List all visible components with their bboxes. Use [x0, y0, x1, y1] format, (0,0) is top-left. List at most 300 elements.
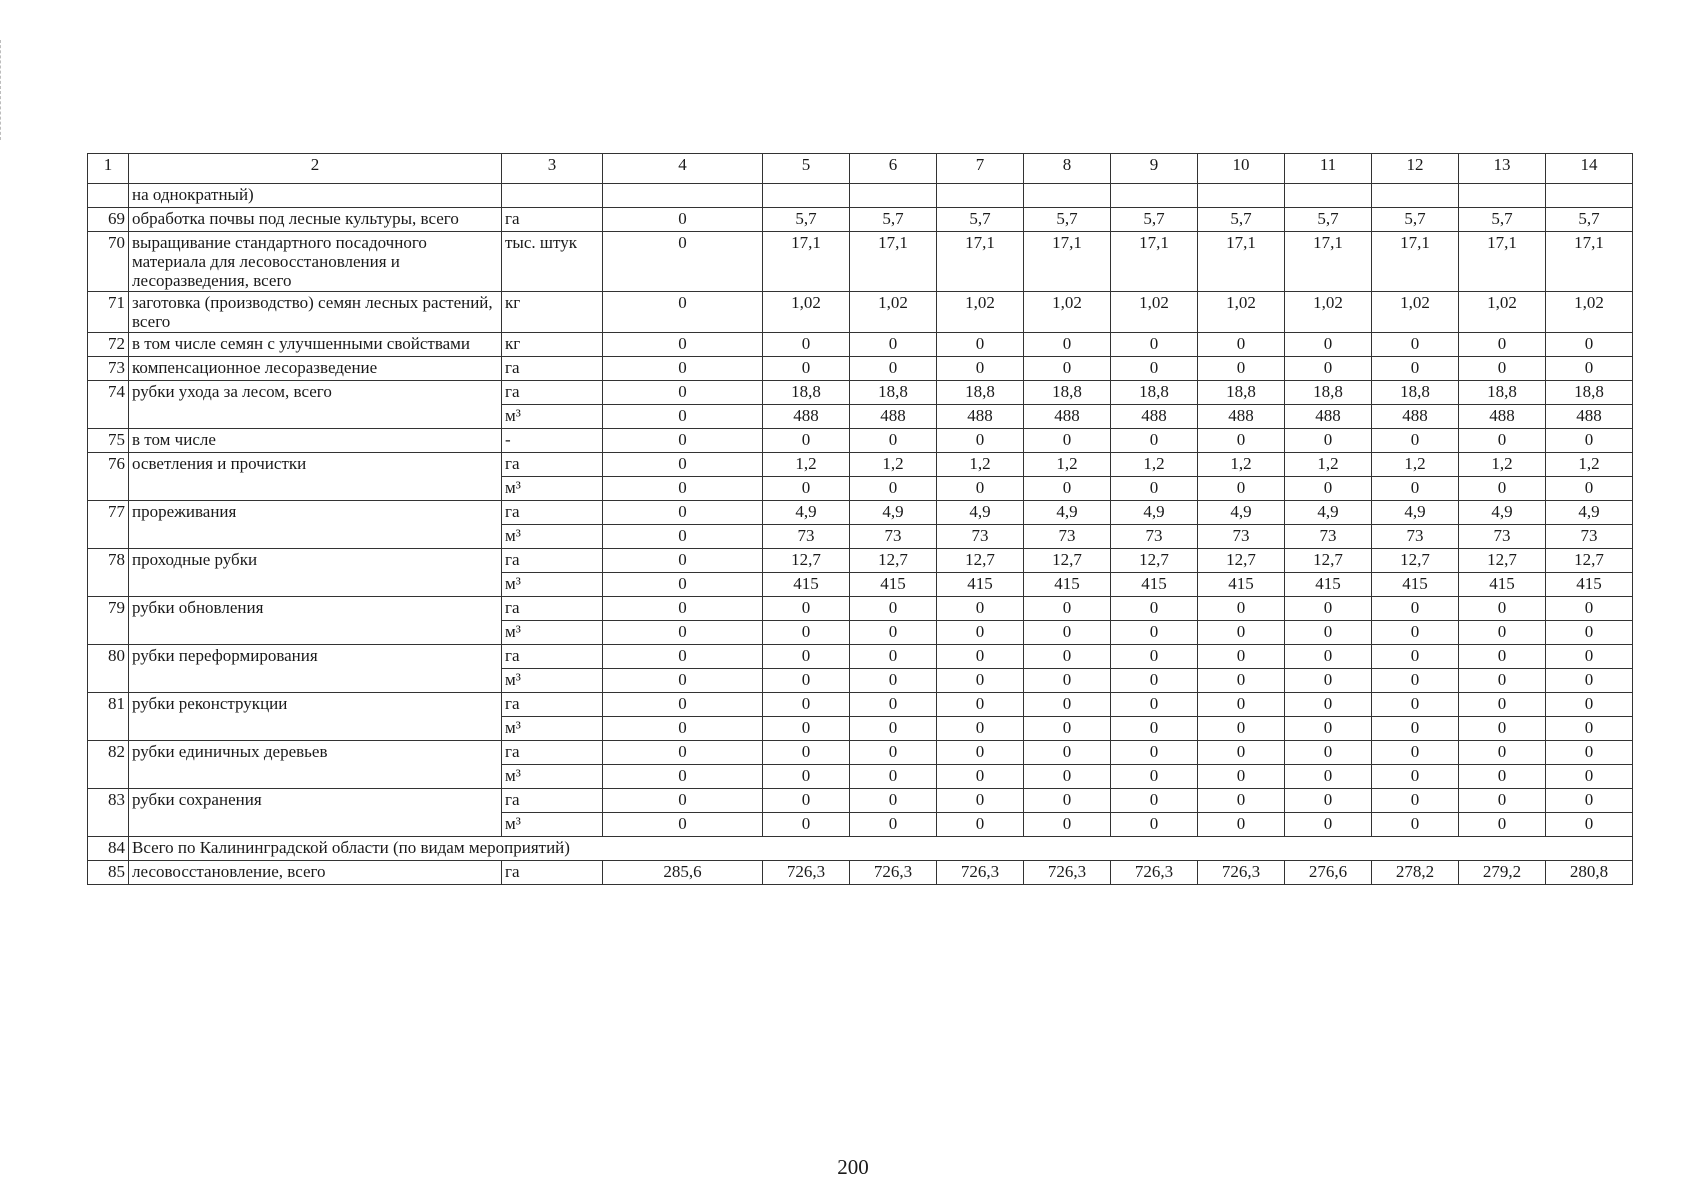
row-number: 81 — [88, 693, 129, 741]
value-cell: 4,9 — [1285, 501, 1372, 525]
value-cell: 0 — [1024, 621, 1111, 645]
table-row — [88, 292, 1633, 333]
value-cell: 1,2 — [850, 453, 937, 477]
value-cell: 0 — [937, 477, 1024, 501]
value-cell: 0 — [1111, 765, 1198, 789]
unit-cell: га — [502, 645, 603, 669]
value-cell: 726,3 — [1198, 861, 1285, 885]
value-cell: 73 — [1285, 525, 1372, 549]
column-header: 2 — [129, 154, 502, 184]
value-cell: 0 — [603, 208, 763, 232]
value-cell: 12,7 — [1372, 549, 1459, 573]
value-cell: 4,9 — [763, 501, 850, 525]
value-cell: 488 — [1285, 405, 1372, 429]
value-cell: 0 — [1372, 597, 1459, 621]
value-cell: 5,7 — [1459, 208, 1546, 232]
value-cell — [1459, 184, 1546, 208]
forestry-data-table — [87, 153, 1633, 885]
unit-cell: га — [502, 208, 603, 232]
value-cell: 0 — [763, 693, 850, 717]
value-cell: 0 — [763, 813, 850, 837]
value-cell: 0 — [1546, 693, 1633, 717]
value-cell: 0 — [603, 357, 763, 381]
value-cell: 73 — [763, 525, 850, 549]
row-name: Всего по Калининградской области (по видам мероприятий) — [129, 837, 1633, 861]
value-cell: 0 — [1111, 813, 1198, 837]
value-cell: 0 — [763, 429, 850, 453]
value-cell: 0 — [1459, 621, 1546, 645]
value-cell: 0 — [1459, 477, 1546, 501]
value-cell: 0 — [850, 789, 937, 813]
value-cell: 488 — [1546, 405, 1633, 429]
row-name: рубки сохранения — [129, 789, 502, 837]
value-cell: 1,02 — [1024, 292, 1111, 333]
value-cell: 0 — [1459, 357, 1546, 381]
value-cell: 17,1 — [1546, 232, 1633, 292]
scan-edge-mark — [0, 40, 3, 140]
value-cell: 0 — [1111, 789, 1198, 813]
value-cell: 0 — [1111, 717, 1198, 741]
row-name: осветления и прочистки — [129, 453, 502, 501]
value-cell: 0 — [603, 453, 763, 477]
value-cell: 0 — [937, 717, 1024, 741]
value-cell: 0 — [937, 645, 1024, 669]
value-cell: 0 — [1198, 333, 1285, 357]
value-cell: 0 — [1372, 357, 1459, 381]
value-cell: 0 — [937, 621, 1024, 645]
value-cell: 0 — [1024, 789, 1111, 813]
value-cell: 0 — [603, 333, 763, 357]
value-cell: 0 — [1372, 813, 1459, 837]
table-row — [88, 333, 1633, 357]
value-cell: 17,1 — [1285, 232, 1372, 292]
table-row — [88, 453, 1633, 477]
value-cell: 488 — [763, 405, 850, 429]
value-cell: 0 — [1285, 789, 1372, 813]
value-cell: 73 — [1198, 525, 1285, 549]
value-cell — [1198, 184, 1285, 208]
value-cell: 0 — [1285, 717, 1372, 741]
value-cell: 0 — [1024, 333, 1111, 357]
column-header: 1 — [88, 154, 129, 184]
value-cell: 0 — [1285, 741, 1372, 765]
value-cell: 726,3 — [1111, 861, 1198, 885]
table-body — [88, 154, 1633, 885]
row-number: 82 — [88, 741, 129, 789]
unit-cell: м³ — [502, 813, 603, 837]
table-row — [88, 501, 1633, 525]
value-cell: 0 — [1459, 333, 1546, 357]
value-cell: 18,8 — [1024, 381, 1111, 405]
row-number: 75 — [88, 429, 129, 453]
value-cell: 0 — [1111, 477, 1198, 501]
value-cell: 1,2 — [763, 453, 850, 477]
value-cell: 415 — [850, 573, 937, 597]
value-cell — [763, 184, 850, 208]
value-cell: 5,7 — [1372, 208, 1459, 232]
value-cell: 18,8 — [1111, 381, 1198, 405]
value-cell: 12,7 — [763, 549, 850, 573]
page-number: 200 — [837, 1155, 869, 1179]
value-cell: 4,9 — [1372, 501, 1459, 525]
value-cell: 73 — [1111, 525, 1198, 549]
value-cell: 0 — [1198, 789, 1285, 813]
value-cell: 0 — [1372, 693, 1459, 717]
value-cell: 0 — [1285, 765, 1372, 789]
value-cell: 17,1 — [763, 232, 850, 292]
row-number: 80 — [88, 645, 129, 693]
value-cell: 0 — [603, 765, 763, 789]
value-cell: 1,02 — [1198, 292, 1285, 333]
value-cell: 0 — [1111, 333, 1198, 357]
unit-cell: га — [502, 789, 603, 813]
value-cell: 0 — [1546, 477, 1633, 501]
value-cell: 0 — [850, 669, 937, 693]
row-name: заготовка (производство) семян лесных растений, всего — [129, 292, 502, 333]
value-cell: 5,7 — [1111, 208, 1198, 232]
value-cell: 0 — [1111, 621, 1198, 645]
value-cell: 4,9 — [1024, 501, 1111, 525]
value-cell: 0 — [1546, 429, 1633, 453]
row-name: на однократный) — [129, 184, 502, 208]
value-cell: 415 — [937, 573, 1024, 597]
value-cell: 5,7 — [763, 208, 850, 232]
value-cell: 12,7 — [1198, 549, 1285, 573]
value-cell: 0 — [850, 645, 937, 669]
value-cell: 4,9 — [1546, 501, 1633, 525]
value-cell: 276,6 — [1285, 861, 1372, 885]
value-cell: 12,7 — [1459, 549, 1546, 573]
value-cell: 0 — [1459, 693, 1546, 717]
value-cell: 0 — [1198, 621, 1285, 645]
value-cell — [1285, 184, 1372, 208]
value-cell: 0 — [1024, 597, 1111, 621]
value-cell: 5,7 — [1198, 208, 1285, 232]
value-cell: 12,7 — [850, 549, 937, 573]
value-cell: 1,02 — [1372, 292, 1459, 333]
row-number: 84 — [88, 837, 129, 861]
value-cell — [603, 184, 763, 208]
value-cell: 17,1 — [1459, 232, 1546, 292]
value-cell: 0 — [1372, 645, 1459, 669]
value-cell: 0 — [1111, 645, 1198, 669]
value-cell: 285,6 — [603, 861, 763, 885]
table-row — [88, 645, 1633, 669]
value-cell: 0 — [603, 597, 763, 621]
row-name: рубки ухода за лесом, всего — [129, 381, 502, 429]
row-name: обработка почвы под лесные культуры, всего — [129, 208, 502, 232]
row-name: компенсационное лесоразведение — [129, 357, 502, 381]
value-cell: 73 — [850, 525, 937, 549]
value-cell: 0 — [1285, 333, 1372, 357]
table-row — [88, 789, 1633, 813]
value-cell: 0 — [1459, 717, 1546, 741]
table-row — [88, 184, 1633, 208]
value-cell: 0 — [850, 717, 937, 741]
value-cell: 0 — [1459, 669, 1546, 693]
value-cell: 0 — [850, 621, 937, 645]
unit-cell: м³ — [502, 525, 603, 549]
value-cell: 0 — [850, 741, 937, 765]
unit-cell: га — [502, 453, 603, 477]
value-cell: 0 — [763, 741, 850, 765]
value-cell: 0 — [1372, 717, 1459, 741]
value-cell: 0 — [1024, 693, 1111, 717]
value-cell: 12,7 — [1285, 549, 1372, 573]
value-cell: 0 — [603, 501, 763, 525]
value-cell: 73 — [1546, 525, 1633, 549]
value-cell: 1,2 — [937, 453, 1024, 477]
value-cell: 0 — [1546, 333, 1633, 357]
value-cell: 0 — [1459, 813, 1546, 837]
value-cell: 0 — [603, 741, 763, 765]
value-cell: 415 — [1285, 573, 1372, 597]
value-cell: 0 — [1198, 693, 1285, 717]
table-row — [88, 232, 1633, 292]
row-name: лесовосстановление, всего — [129, 861, 502, 885]
value-cell: 4,9 — [850, 501, 937, 525]
value-cell: 0 — [1024, 765, 1111, 789]
value-cell: 18,8 — [763, 381, 850, 405]
value-cell: 415 — [1111, 573, 1198, 597]
value-cell: 726,3 — [937, 861, 1024, 885]
value-cell: 0 — [850, 333, 937, 357]
value-cell: 0 — [1285, 813, 1372, 837]
unit-cell — [502, 184, 603, 208]
value-cell: 488 — [1459, 405, 1546, 429]
value-cell: 4,9 — [1459, 501, 1546, 525]
table-row — [88, 381, 1633, 405]
value-cell: 0 — [850, 597, 937, 621]
value-cell: 0 — [603, 693, 763, 717]
row-number: 69 — [88, 208, 129, 232]
value-cell: 0 — [937, 789, 1024, 813]
value-cell: 1,2 — [1111, 453, 1198, 477]
value-cell: 0 — [937, 597, 1024, 621]
value-cell: 18,8 — [1546, 381, 1633, 405]
value-cell: 18,8 — [1459, 381, 1546, 405]
value-cell: 0 — [763, 333, 850, 357]
unit-cell: - — [502, 429, 603, 453]
table-row — [88, 429, 1633, 453]
unit-cell: га — [502, 549, 603, 573]
unit-cell: га — [502, 357, 603, 381]
value-cell: 0 — [1372, 789, 1459, 813]
unit-cell: м³ — [502, 477, 603, 501]
row-number: 71 — [88, 292, 129, 333]
value-cell: 0 — [1372, 429, 1459, 453]
value-cell: 0 — [937, 813, 1024, 837]
value-cell: 12,7 — [937, 549, 1024, 573]
value-cell: 4,9 — [937, 501, 1024, 525]
value-cell: 0 — [603, 405, 763, 429]
value-cell: 0 — [1198, 429, 1285, 453]
unit-cell: га — [502, 693, 603, 717]
value-cell: 415 — [1198, 573, 1285, 597]
value-cell: 415 — [763, 573, 850, 597]
value-cell: 0 — [937, 765, 1024, 789]
row-number: 72 — [88, 333, 129, 357]
value-cell: 0 — [1198, 717, 1285, 741]
table-row — [88, 597, 1633, 621]
value-cell: 0 — [763, 765, 850, 789]
value-cell: 1,02 — [850, 292, 937, 333]
value-cell: 0 — [1024, 741, 1111, 765]
value-cell: 0 — [1198, 597, 1285, 621]
value-cell: 726,3 — [850, 861, 937, 885]
value-cell: 0 — [763, 357, 850, 381]
value-cell: 0 — [1024, 717, 1111, 741]
value-cell: 0 — [1372, 669, 1459, 693]
value-cell: 0 — [1459, 765, 1546, 789]
value-cell: 0 — [1459, 741, 1546, 765]
value-cell: 0 — [1372, 765, 1459, 789]
value-cell: 280,8 — [1546, 861, 1633, 885]
value-cell: 0 — [850, 813, 937, 837]
value-cell: 12,7 — [1111, 549, 1198, 573]
value-cell: 1,2 — [1198, 453, 1285, 477]
value-cell: 415 — [1546, 573, 1633, 597]
value-cell: 0 — [1111, 597, 1198, 621]
value-cell: 0 — [1546, 717, 1633, 741]
value-cell: 18,8 — [1285, 381, 1372, 405]
value-cell: 0 — [1285, 645, 1372, 669]
unit-cell: га — [502, 861, 603, 885]
value-cell: 1,02 — [1111, 292, 1198, 333]
table-row — [88, 208, 1633, 232]
unit-cell: м³ — [502, 405, 603, 429]
row-name: прореживания — [129, 501, 502, 549]
value-cell: 17,1 — [850, 232, 937, 292]
value-cell: 0 — [1111, 357, 1198, 381]
value-cell: 0 — [603, 381, 763, 405]
unit-cell: м³ — [502, 573, 603, 597]
value-cell: 1,02 — [1546, 292, 1633, 333]
table-row — [88, 861, 1633, 885]
row-number — [88, 184, 129, 208]
column-header: 7 — [937, 154, 1024, 184]
unit-cell: кг — [502, 292, 603, 333]
value-cell: 73 — [1372, 525, 1459, 549]
value-cell: 0 — [1372, 333, 1459, 357]
value-cell: 0 — [1285, 621, 1372, 645]
column-header: 14 — [1546, 154, 1633, 184]
column-header: 11 — [1285, 154, 1372, 184]
value-cell: 0 — [1546, 789, 1633, 813]
value-cell: 18,8 — [1198, 381, 1285, 405]
value-cell — [937, 184, 1024, 208]
value-cell: 0 — [1024, 357, 1111, 381]
value-cell — [1024, 184, 1111, 208]
value-cell: 488 — [1024, 405, 1111, 429]
value-cell: 0 — [603, 717, 763, 741]
value-cell: 0 — [1546, 765, 1633, 789]
value-cell: 17,1 — [1198, 232, 1285, 292]
row-name: рубки обновления — [129, 597, 502, 645]
value-cell: 0 — [1459, 789, 1546, 813]
row-name: рубки переформирования — [129, 645, 502, 693]
value-cell: 0 — [1372, 477, 1459, 501]
value-cell: 0 — [763, 789, 850, 813]
value-cell: 4,9 — [1198, 501, 1285, 525]
value-cell: 0 — [850, 357, 937, 381]
value-cell: 0 — [1285, 429, 1372, 453]
value-cell: 0 — [1285, 477, 1372, 501]
value-cell: 0 — [603, 477, 763, 501]
value-cell — [1372, 184, 1459, 208]
unit-cell: м³ — [502, 765, 603, 789]
row-name: проходные рубки — [129, 549, 502, 597]
value-cell: 0 — [603, 292, 763, 333]
value-cell: 0 — [603, 621, 763, 645]
value-cell: 17,1 — [937, 232, 1024, 292]
value-cell: 73 — [1024, 525, 1111, 549]
value-cell: 18,8 — [937, 381, 1024, 405]
value-cell: 0 — [850, 765, 937, 789]
value-cell: 1,02 — [937, 292, 1024, 333]
unit-cell: га — [502, 741, 603, 765]
value-cell: 0 — [603, 669, 763, 693]
value-cell: 0 — [1198, 813, 1285, 837]
row-number: 74 — [88, 381, 129, 429]
value-cell: 488 — [1198, 405, 1285, 429]
value-cell: 0 — [1372, 741, 1459, 765]
table-row — [88, 549, 1633, 573]
value-cell: 0 — [1459, 597, 1546, 621]
value-cell: 1,2 — [1285, 453, 1372, 477]
value-cell: 0 — [1024, 429, 1111, 453]
value-cell: 5,7 — [1024, 208, 1111, 232]
value-cell: 1,2 — [1459, 453, 1546, 477]
unit-cell: га — [502, 501, 603, 525]
value-cell — [1111, 184, 1198, 208]
value-cell: 726,3 — [1024, 861, 1111, 885]
value-cell: 0 — [763, 477, 850, 501]
unit-cell: м³ — [502, 717, 603, 741]
value-cell: 12,7 — [1546, 549, 1633, 573]
value-cell: 18,8 — [850, 381, 937, 405]
value-cell: 5,7 — [937, 208, 1024, 232]
value-cell: 0 — [937, 429, 1024, 453]
value-cell: 1,02 — [1459, 292, 1546, 333]
value-cell: 0 — [763, 669, 850, 693]
column-header: 12 — [1372, 154, 1459, 184]
value-cell: 0 — [937, 333, 1024, 357]
value-cell: 0 — [603, 573, 763, 597]
value-cell: 0 — [937, 669, 1024, 693]
value-cell: 0 — [1546, 621, 1633, 645]
table-row — [88, 693, 1633, 717]
value-cell: 0 — [1198, 357, 1285, 381]
value-cell: 415 — [1372, 573, 1459, 597]
value-cell: 0 — [1198, 477, 1285, 501]
value-cell: 18,8 — [1372, 381, 1459, 405]
value-cell: 0 — [850, 429, 937, 453]
column-header: 3 — [502, 154, 603, 184]
value-cell: 0 — [1546, 669, 1633, 693]
value-cell: 12,7 — [1024, 549, 1111, 573]
value-cell: 1,2 — [1024, 453, 1111, 477]
value-cell: 0 — [850, 693, 937, 717]
value-cell: 0 — [1546, 645, 1633, 669]
column-header: 10 — [1198, 154, 1285, 184]
value-cell: 0 — [1024, 669, 1111, 693]
row-number: 76 — [88, 453, 129, 501]
column-header: 5 — [763, 154, 850, 184]
value-cell: 5,7 — [1285, 208, 1372, 232]
value-cell: 0 — [1111, 669, 1198, 693]
value-cell: 0 — [763, 621, 850, 645]
